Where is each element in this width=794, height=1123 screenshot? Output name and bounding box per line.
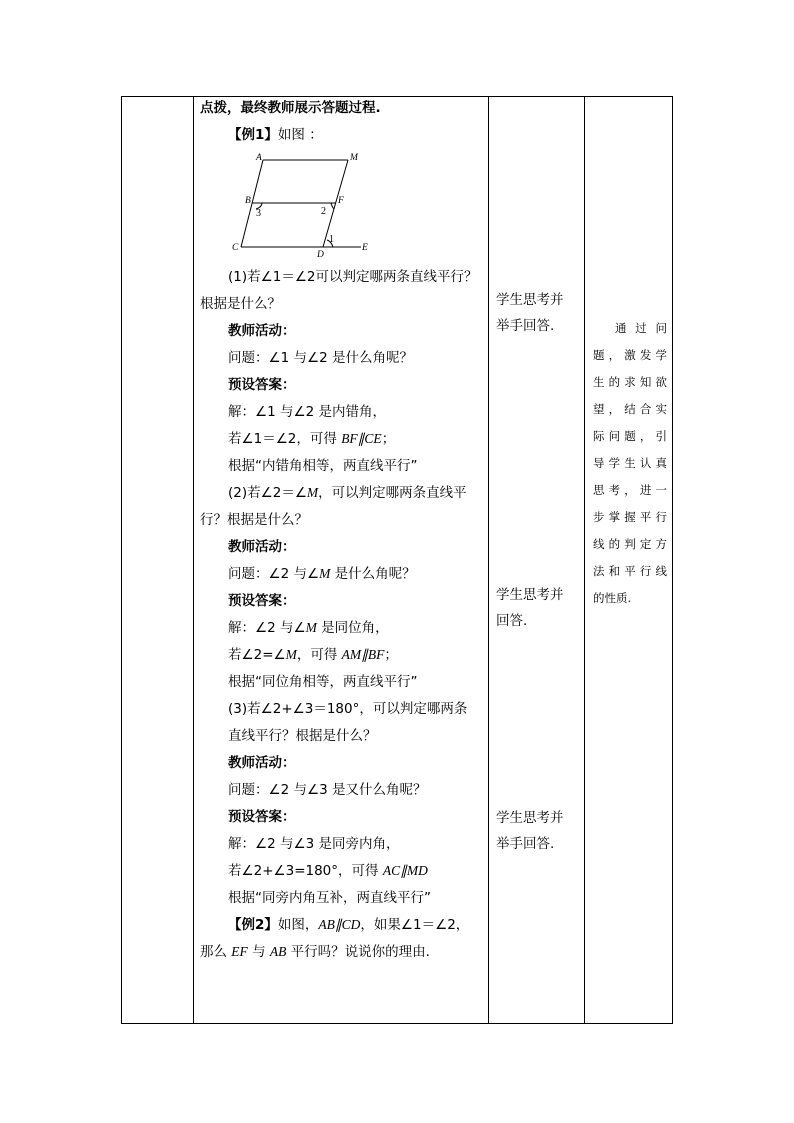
student-activity-1: 学生思考并 举手回答. — [496, 292, 564, 334]
label-D: D — [317, 250, 324, 260]
question-3-line2: 直线平行？根据是什么？ — [228, 728, 377, 744]
student-activity-2: 学生思考并 回答. — [496, 587, 564, 629]
purpose-line: 导学生认真 — [593, 456, 667, 470]
angle-1-label: 1 — [329, 234, 334, 245]
purpose-line: 法和平行线 — [593, 564, 667, 578]
question-1-line1: (1)若∠1＝∠2可以判定哪两条直线平行？ — [228, 269, 478, 285]
answer-line: 根据“同位角相等，两直线平行” — [228, 674, 418, 690]
label-B: B — [245, 196, 251, 206]
question-3-line1: (3)若∠2+∠3＝180°，可以判定哪两条 — [228, 701, 468, 717]
preset-answer-label: 预设答案： — [228, 809, 296, 825]
answer-line: 解：∠2 与∠M 是同位角， — [228, 620, 389, 636]
answer-line: 若∠2=∠M，可得 AM∥BF； — [228, 647, 398, 663]
teacher-activity-label: 教师活动： — [228, 323, 296, 339]
question-1-line2: 根据是什么？ — [200, 296, 281, 312]
example2-line1: 【例2】如图，AB∥CD，如果∠1＝∠2， — [228, 917, 470, 933]
answer-line: 根据“内错角相等，两直线平行” — [228, 458, 418, 474]
purpose-line: 生的求知欲 — [593, 375, 667, 389]
angle-3-label: 3 — [256, 208, 261, 219]
parallelogram-figure — [228, 151, 388, 261]
answer-line: 根据“同旁内角互补，两直线平行” — [228, 890, 431, 906]
answer-line: 若∠1＝∠2，可得 BF∥CE； — [228, 431, 396, 447]
column-divider — [488, 97, 489, 1023]
angle-2-label: 2 — [321, 206, 326, 217]
teacher-activity-label: 教师活动： — [228, 755, 296, 771]
answer-line: 若∠2+∠3=180°，可得 AC∥MD — [228, 863, 428, 879]
purpose-line: 通过问 — [615, 321, 667, 335]
example1-heading: 【例1】如图 ： — [228, 127, 323, 143]
column-divider — [584, 97, 585, 1023]
answer-line: 解：∠2 与∠3 是同旁内角， — [228, 836, 400, 852]
question-2-line1: (2)若∠2＝∠M，可以判定哪两条直线平 — [228, 485, 467, 501]
purpose-line: 际问题，引 — [593, 429, 667, 443]
intro-line: 点拨，最终教师展示答题过程. — [200, 100, 381, 116]
preset-answer-label: 预设答案： — [228, 593, 296, 609]
teacher-activity-label: 教师活动： — [228, 539, 296, 555]
purpose-line: 线的判定方 — [593, 537, 667, 551]
purpose-line: 步掌握平行 — [593, 510, 667, 524]
question-text: 问题：∠2 与∠M 是什么角呢？ — [228, 566, 416, 582]
label-E: E — [362, 243, 368, 253]
design-intent-cell — [593, 315, 667, 612]
student-activity-3: 学生思考并 举手回答. — [496, 810, 564, 852]
purpose-line: 望，结合实 — [593, 402, 667, 416]
column-divider — [193, 97, 194, 1023]
question-text: 问题：∠1 与∠2 是什么角呢？ — [228, 350, 413, 366]
example2-line2: 那么 EF 与 AB 平行吗？说说你的理由. — [200, 944, 430, 960]
label-F: F — [338, 196, 344, 206]
label-C: C — [232, 243, 239, 253]
lesson-table — [121, 96, 673, 1024]
preset-answer-label: 预设答案： — [228, 377, 296, 393]
purpose-line: 题，激发学 — [593, 348, 667, 362]
label-A: A — [256, 153, 262, 163]
purpose-line: 的性质. — [593, 591, 632, 605]
label-M: M — [350, 153, 358, 163]
question-text: 问题：∠2 与∠3 是又什么角呢？ — [228, 782, 427, 798]
question-2-line2: 行？根据是什么？ — [200, 512, 308, 528]
answer-line: 解：∠1 与∠2 是内错角， — [228, 404, 386, 420]
purpose-line: 思考，进一 — [593, 483, 667, 497]
